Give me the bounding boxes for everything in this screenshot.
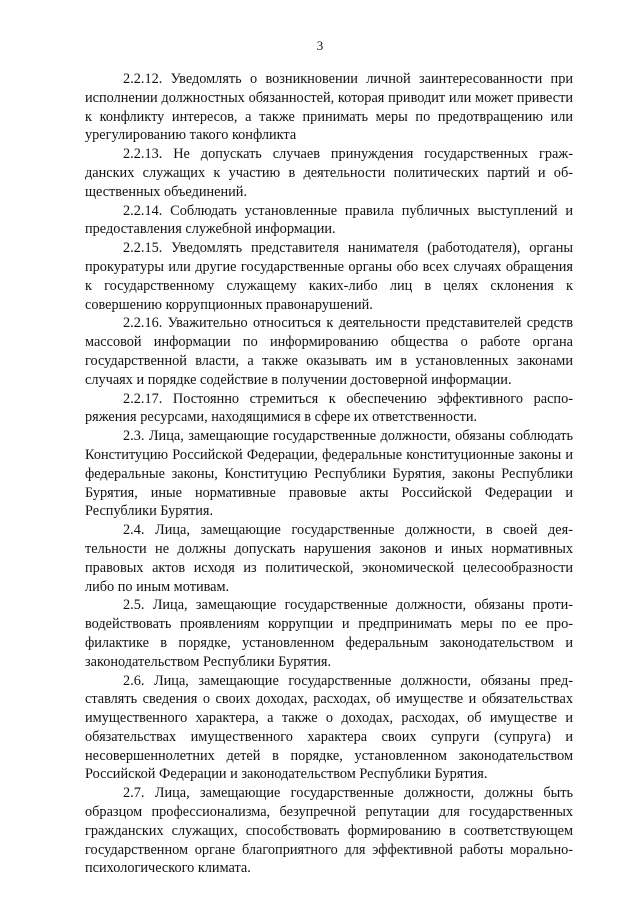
paragraph-2-2-15: 2.2.15. Уведомлять представителя нанимателя (работодателя), органы прокуратуры или другие государственные органы обо всех случаях обращения к государственному служащему каких-либо лиц в целях склонения к совершению коррупционных правонарушений. — [85, 240, 573, 313]
paragraph-2-5: 2.5. Лица, замещающие государственные должности, обязаны противодействовать проявлениям коррупции и предпринимать меры по ее профилактике в порядке, установленном федеральным законодательством и законодательством Республики Бурятия. — [85, 597, 573, 670]
paragraph-2-2-12: 2.2.12. Уведомлять о возникновении личной заинтересованности при исполнении должностных обязанностей, которая приводит или может привести к конфликту интересов, а также принимать меры по предотвращению или урегулированию такого конфликта — [85, 71, 573, 144]
document-body — [85, 70, 573, 878]
paragraph-2-2-13: 2.2.13. Не допускать случаев принуждения государственных гражданских служащих к участию в деятельности политических партий и общественных объединений. — [85, 146, 573, 200]
paragraph-2-2-16: 2.2.16. Уважительно относиться к деятельности представителей средств массовой информации по информированию общества о работе органа государственной власти, а также оказывать им в установленных законами случаях и порядке содействие в получении достоверной информации. — [85, 315, 573, 388]
paragraph-2-7: 2.7. Лица, замещающие государственные должности, должны быть образцом профессионализма, безупречной репутации для государственных гражданских служащих, способствовать формированию в соответствующем государственном органе благоприятного для эффективной работы морально-психологического климата. — [85, 785, 573, 877]
paragraph-2-2-17: 2.2.17. Постоянно стремиться к обеспечению эффективного распоряжения ресурсами, находящимися в сфере их ответственности. — [85, 390, 573, 426]
page-number: 3 — [316, 38, 324, 53]
paragraph-2-4: 2.4. Лица, замещающие государственные должности, в своей деятельности не должны допускать нарушения законов и иных нормативных правовых актов исходя из политической, экономической целесообразности либо по иным мотивам. — [85, 522, 573, 595]
paragraph-2-6: 2.6. Лица, замещающие государственные должности, обязаны представлять сведения о своих доходах, расходах, об имуществе и обязательствах имущественного характера, а также о доходах, расходах, об имуществе и обязательствах имущественного характера своих супруги (супруга) и несовершеннолетних детей в порядке, установленном законодательством Российской Федерации и законодательством Республики Бурятия. — [85, 672, 573, 783]
paragraph-2-3: 2.3. Лица, замещающие государственные должности, обязаны соблюдать Конституцию Российской Федерации, федеральные конституционные законы и федеральные законы, Конституцию Республики Бурятия, законы Республики Бурятия, иные нормативные правовые акты Российской Федерации и Республики Бурятия. — [85, 428, 573, 520]
paragraph-2-2-14: 2.2.14. Соблюдать установленные правила публичных выступлений и предоставления служебной информации. — [85, 202, 573, 238]
